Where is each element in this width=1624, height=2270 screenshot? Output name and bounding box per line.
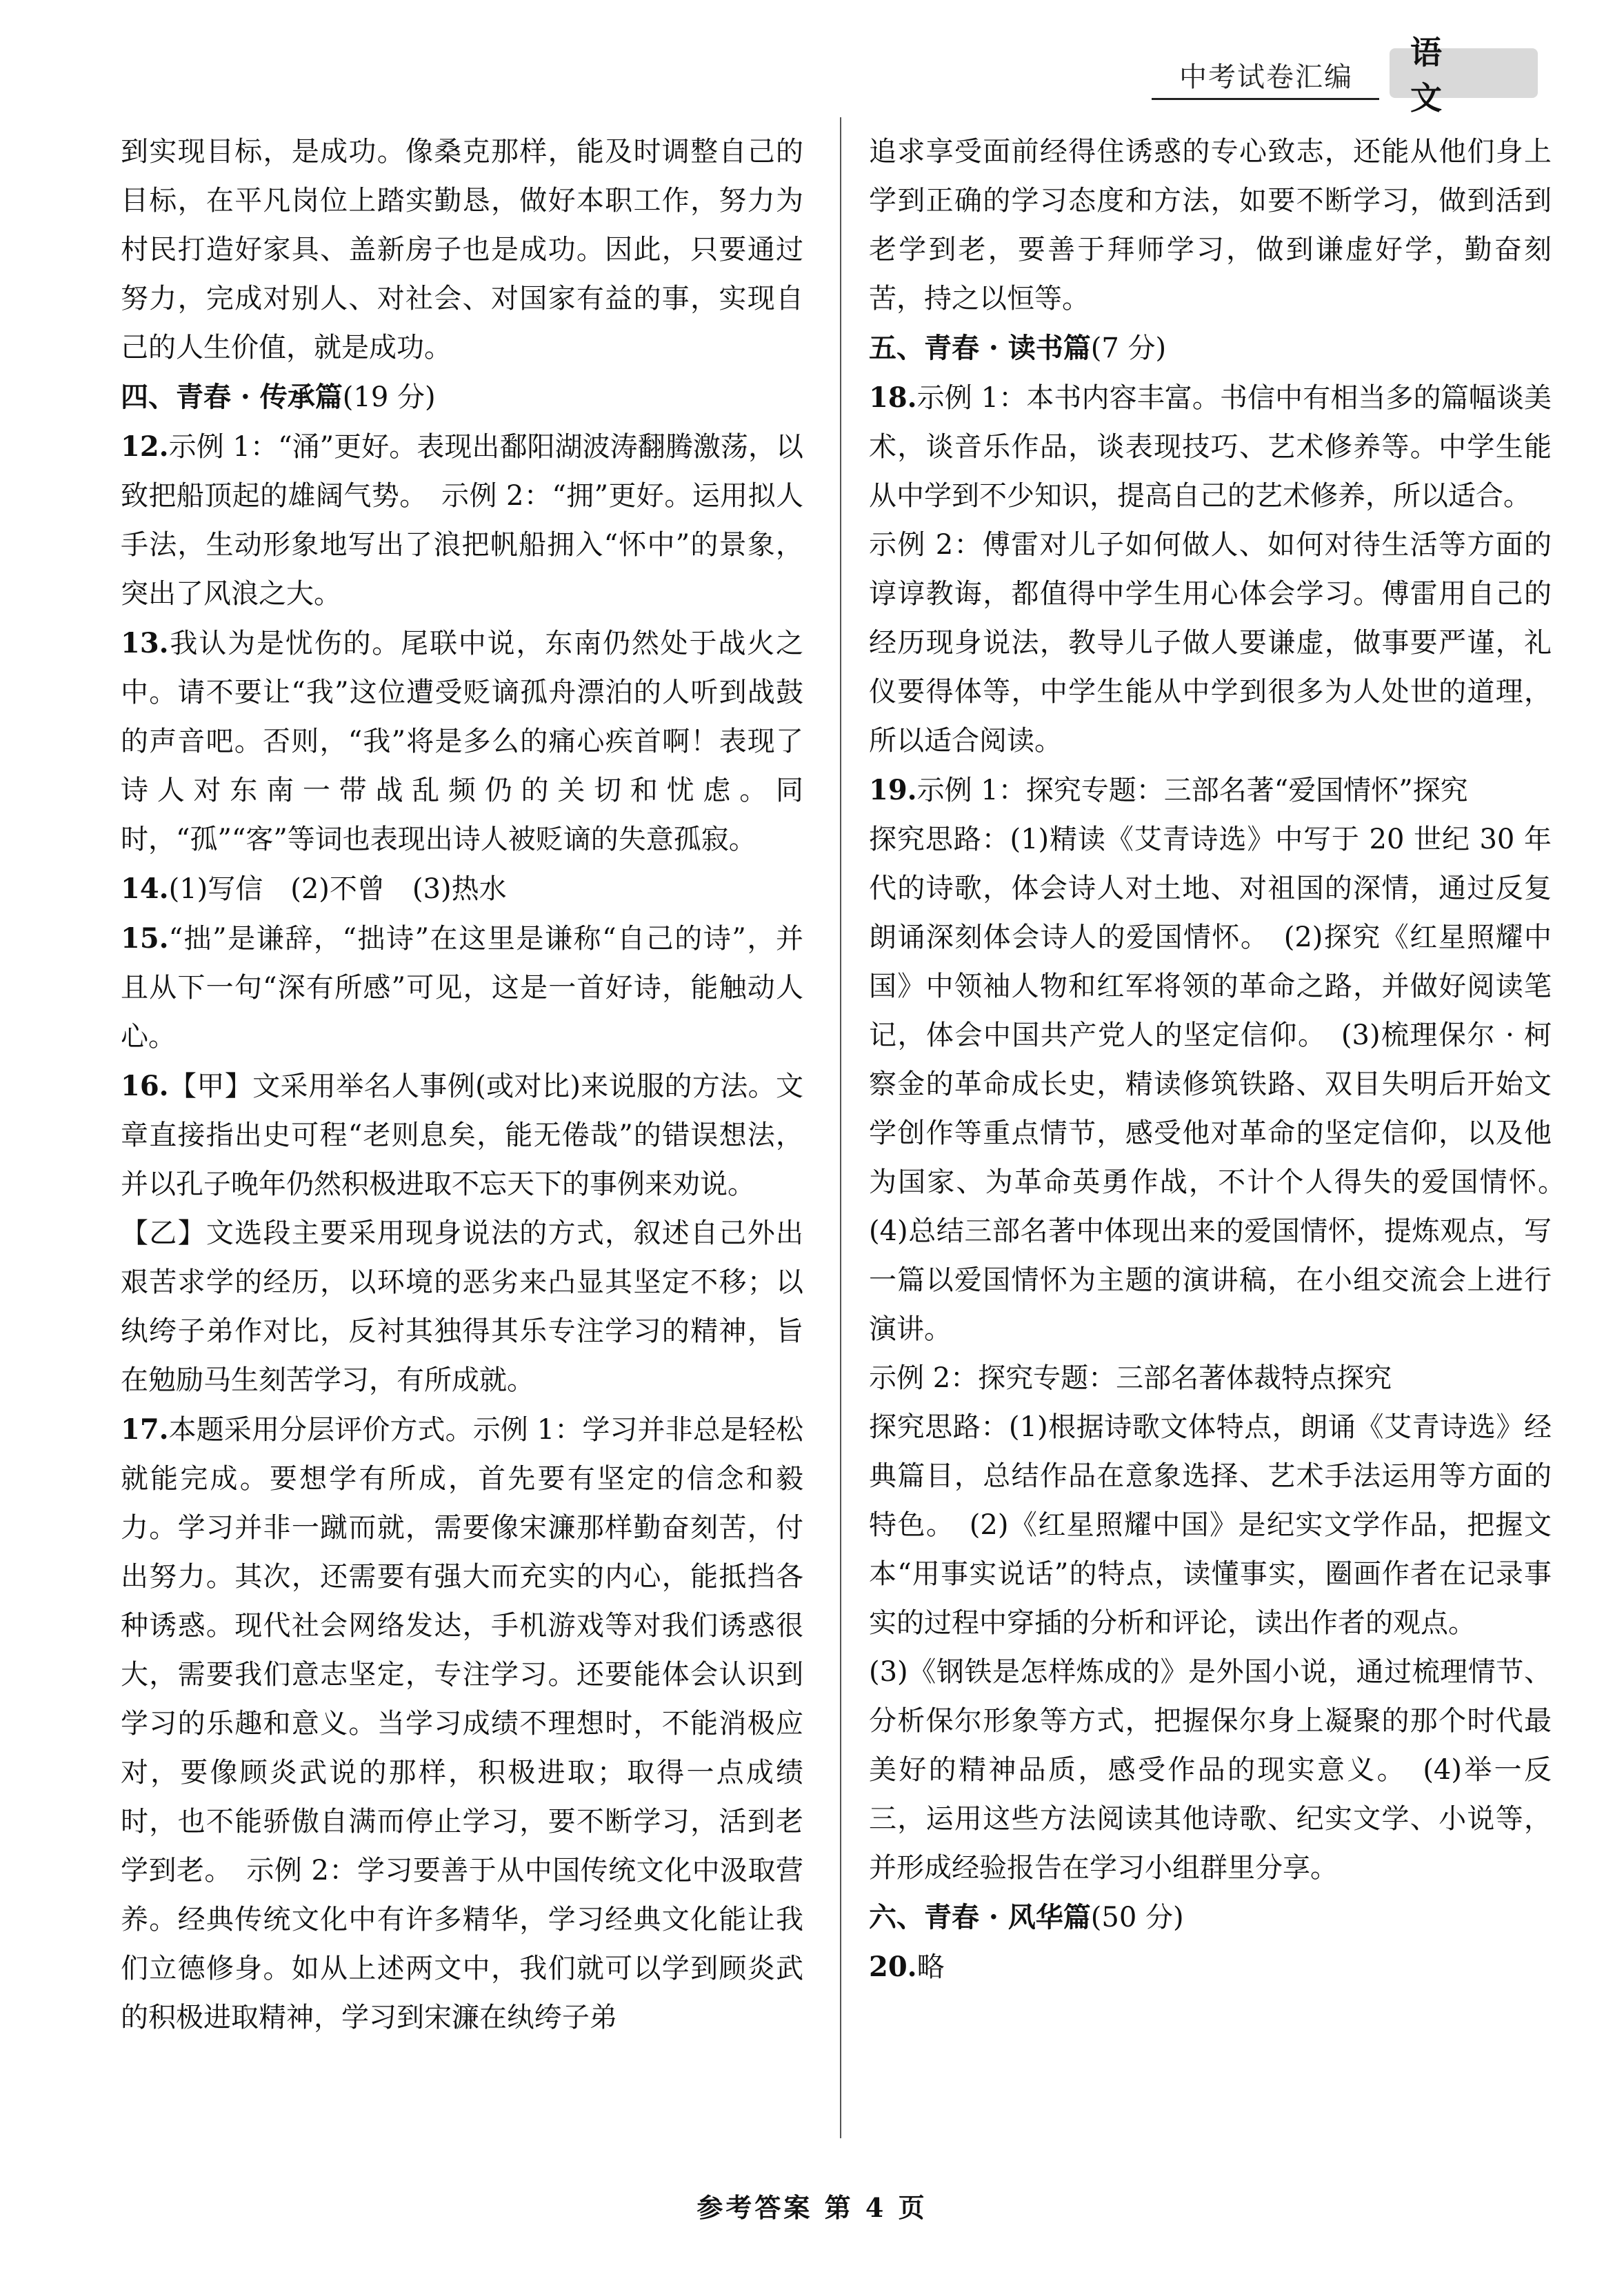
page-header — [1152, 34, 1538, 117]
answer-18-part-b: 示例 2：傅雷对儿子如何做人、如何对待生活等方面的谆谆教诲，都值得中学生用心体会学习。傅雷用自己的经历现身说法，教导儿子做人要谦虚，做事要严谨，礼仪要得体等，中学生能从中学到很多为人处世的道理，所以适合阅读。 — [869, 529, 1552, 757]
left-column — [121, 128, 803, 2042]
section-4-title: 四、青春 · 传承篇 — [121, 381, 343, 413]
section-6-title: 六、青春 · 风华篇 — [869, 1901, 1091, 1933]
answer-12 — [121, 422, 803, 619]
answer-number: 19. — [869, 774, 917, 806]
answer-19-example-2: 探究思路：(1)根据诗歌文体特点，朗诵《艾青诗选》经典篇目，总结作品在意象选择、艺术手法运用等方面的特色。 (2)《红星照耀中国》是纪实文学作品，把握文本“用事实说话”的特点，读懂事实，圈画作者在记录事实的过程中穿插的分析和评论，读出作者的观点。 — [869, 1411, 1552, 1639]
answer-number: 18. — [869, 381, 917, 414]
answer-number: 16. — [121, 1070, 169, 1102]
answer-18 — [869, 373, 1552, 521]
header-rule — [1152, 98, 1379, 100]
answer-17 — [121, 1405, 803, 2042]
right-column — [869, 128, 1579, 1992]
column-divider — [840, 117, 841, 2138]
answer-number: 20. — [869, 1951, 917, 1983]
answer-11-continued: 到实现目标，是成功。像桑克那样，能及时调整自己的目标，在平凡岗位上踏实勤恳，做好本职工作，努力为村民打造好家具、盖新房子也是成功。因此，只要通过努力，完成对别人、对社会、对国家有益的事，实现自己的人生价值，就是成功。 — [121, 136, 803, 364]
answer-13 — [121, 619, 803, 864]
answer-text: “拙”是谦辞，“拙诗”在这里是谦称“自己的诗”，并且从下一句“深有所感”可见，这是一首好诗，能触动人心。 — [121, 923, 803, 1053]
answer-19 — [869, 766, 1552, 815]
section-6-heading — [869, 1893, 1552, 1942]
answer-16-part-b: 【乙】文选段主要采用现身说法的方式，叙述自己外出艰苦求学的经历，以环境的恶劣来凸显其坚定不移；以纨绔子弟作对比，反衬其独得其乐专注学习的精神，旨在勉励马生刻苦学习，有所成就。 — [121, 1217, 803, 1396]
section-5-points: (7 分) — [1090, 332, 1167, 364]
footer-label: 参考答案 — [696, 2192, 813, 2223]
answer-text: 示例 1：本书内容丰富。书信中有相当多的篇幅谈美术，谈音乐作品，谈表现技巧、艺术修养等。中学生能从中学到不少知识，提高自己的艺术修养，所以适合。 — [869, 382, 1552, 512]
answer-text: 本题采用分层评价方式。示例 1：学习并非总是轻松就能完成。要想学有所成，首先要有坚定的信念和毅力。学习并非一蹴而就，需要像宋濂那样勤奋刻苦，付出努力。其次，还需要有强大而充实的内心，能抵挡各种诱惑。现代社会网络发达，手机游戏等对我们诱惑很大，需要我们意志坚定，专注学习。还要能体会认识到学习的乐趣和意义。当学习成绩不理想时，不能消极应对，要像顾炎武说的那样，积极进取；取得一点成绩时，也不能骄傲自满而停止学习，要不断学习，活到老学到老。 示例 2：学习要善于从中国传统文化中汲取营养。经典传统文化中有许多精华，学习经典文化能让我们立德修身。如从上述两文中，我们就可以学到顾炎武的积极进取精神，学习到宋濂在纨绔子弟 — [121, 1414, 803, 2033]
answer-20 — [869, 1942, 1552, 1992]
subject-badge: 语 文 — [1390, 48, 1538, 98]
answer-19-example-2-title: 示例 2：探究专题：三部名著体裁特点探究 — [869, 1362, 1392, 1394]
answer-text: (1)写信 (2)不曾 (3)热水 — [168, 873, 507, 905]
book-title: 中考试卷汇编 — [1179, 61, 1353, 93]
section-5-heading — [869, 323, 1552, 373]
answer-text: 【甲】文采用举名人事例(或对比)来说服的方法。文章直接指出史可程“老则息矣，能无倦哉”的错误想法，并以孔子晚年仍然积极进取不忘天下的事例来劝说。 — [121, 1071, 803, 1200]
answer-text: 示例 1：“涌”更好。表现出鄱阳湖波涛翻腾激荡，以致把船顶起的雄阔气势。 示例 2：“拥”更好。运用拟人手法，生动形象地写出了浪把帆船拥入“怀中”的景象，突出了风浪之大。 — [121, 431, 803, 610]
answer-number: 17. — [121, 1413, 169, 1446]
answer-19-example-1: 探究思路：(1)精读《艾青诗选》中写于 20 世纪 30 年代的诗歌，体会诗人对土地、对祖国的深情，通过反复朗诵深刻体会诗人的爱国情怀。 (2)探究《红星照耀中国》中领袖人物和红军将领的革命之路，并做好阅读笔记，体会中国共产党人的坚定信仰。 (3)梳理保尔 · 柯察金的革命成长史，精读修筑铁路、双目失明后开始文学创作等重点情节，感受他对革命的坚定信仰，以及他为国家、为革命英勇作战，不计个人得失的爱国情怀。 (4)总结三部名著中体现出来的爱国情怀，提炼观点，写一篇以爱国情怀为主题的演讲稿，在小组交流会上进行演讲。 — [869, 824, 1579, 1345]
section-6-points: (50 分) — [1090, 1902, 1184, 1933]
section-4-heading — [121, 372, 803, 422]
answer-19-example-2-part-b: (3)《钢铁是怎样炼成的》是外国小说，通过梳理情节、分析保尔形象等方式，把握保尔身上凝聚的那个时代最美好的精神品质，感受作品的现实意义。 (4)举一反三，运用这些方法阅读其他诗歌、纪实文学、小说等，并形成经验报告在学习小组群里分享。 — [869, 1656, 1552, 1884]
answer-text: 示例 1：探究专题：三部名著“爱国情怀”探究 — [916, 775, 1468, 806]
answer-17-continued: 追求享受面前经得住诱惑的专心致志，还能从他们身上学到正确的学习态度和方法，如要不断学习，做到活到老学到老，要善于拜师学习，做到谦虚好学，勤奋刻苦，持之以恒等。 — [869, 136, 1552, 315]
answer-text: 我认为是忧伤的。尾联中说，东南仍然处于战火之中。请不要让“我”这位遭受贬谪孤舟漂泊的人听到战鼓的声音吧。否则，“我”将是多么的痛心疾首啊！表现了诗人对东南一带战乱频仍的关切和忧虑。同时，“孤”“客”等词也表现出诗人被贬谪的失意孤寂。 — [121, 628, 803, 855]
answer-number: 13. — [121, 627, 169, 659]
section-4-points: (19 分) — [342, 381, 436, 413]
section-5-title: 五、青春 · 读书篇 — [869, 332, 1091, 364]
answer-text: 略 — [916, 1951, 945, 1983]
page-number: 第 4 页 — [824, 2192, 928, 2223]
answer-number: 12. — [121, 430, 169, 463]
answer-15 — [121, 914, 803, 1062]
answer-number: 15. — [121, 922, 169, 955]
answer-14 — [121, 864, 803, 914]
page-footer — [0, 2187, 1624, 2224]
answer-16 — [121, 1062, 803, 1209]
answer-number: 14. — [121, 873, 169, 905]
